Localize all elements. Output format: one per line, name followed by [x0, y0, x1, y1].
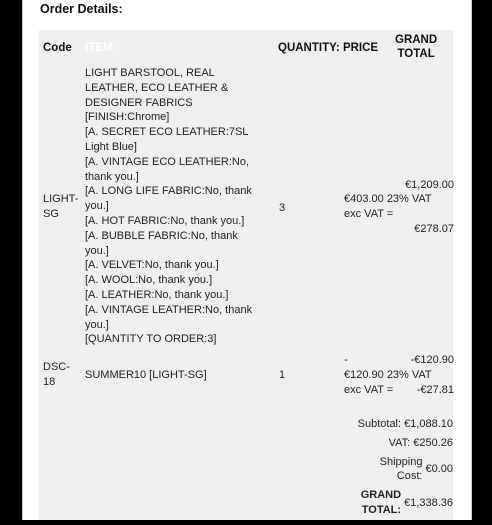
order-details-title: Order Details:	[40, 2, 123, 16]
subtotal-label: Subtotal:	[357, 418, 402, 430]
row-1-item: LIGHT BARSTOOL, REAL LEATHER, ECO LEATHER & DESIGNER FABRICS [FINISH:Chrome] [A. SECRET ECO LEATHER:7SL Light Blue] [A. VINTAGE ECO LEATHER:No, thank you.] [A. LONG LIFE FABRIC:No, thank you.] [A. HOT FABRIC:No, thank you.] [A. BUBBLE FABRIC:No, thank you.] [A. VELVET:No, thank you.] [A. WOOL:No, thank you.] [A. LEATHER:No, thank you.] [A. VINTAGE LEATHER:No, thank you.] [QUANTITY TO ORDER:3]	[85, 67, 253, 346]
row-1-code: LIGHT- SG	[43, 193, 79, 220]
row-1-quantity: 3	[279, 202, 286, 214]
grand-total-label: GRAND TOTAL:	[360, 489, 402, 516]
order-details-card	[22, 0, 472, 520]
order-table	[39, 30, 453, 520]
row-2-item: SUMMER10 [LIGHT-SG]	[85, 369, 207, 381]
vat-row	[313, 436, 453, 451]
header-item: ITEM:	[85, 42, 117, 54]
row-2-quantity: 1	[279, 369, 286, 381]
row-2-grand-total: -€120.90 -€27.81	[410, 354, 454, 396]
header-grand-total: GRAND TOTAL	[395, 34, 438, 60]
grand-total-value: €1,338.36	[404, 496, 453, 509]
vat-label: VAT:	[388, 436, 411, 449]
row-2-code: DSC- 18	[43, 361, 70, 388]
row-1-grand-total: €1,209.00 €278.07	[405, 179, 454, 236]
shipping-value: €0.00	[425, 462, 453, 475]
order-totals	[313, 417, 453, 520]
header-code: Code	[43, 42, 72, 54]
header-quantity-price: QUANTITY: PRICE	[278, 42, 379, 54]
subtotal-value: €1,088.10	[404, 418, 453, 430]
shipping-row	[313, 455, 453, 485]
subtotal-row	[313, 417, 453, 432]
row-2-price: - €120.90 23% VAT exc VAT =	[344, 354, 432, 396]
vat-value: €250.26	[413, 436, 453, 449]
grand-total-row	[313, 488, 453, 518]
row-1-price: €403.00 23% VAT exc VAT =	[344, 193, 432, 220]
shipping-label: Shipping Cost:	[379, 455, 423, 483]
